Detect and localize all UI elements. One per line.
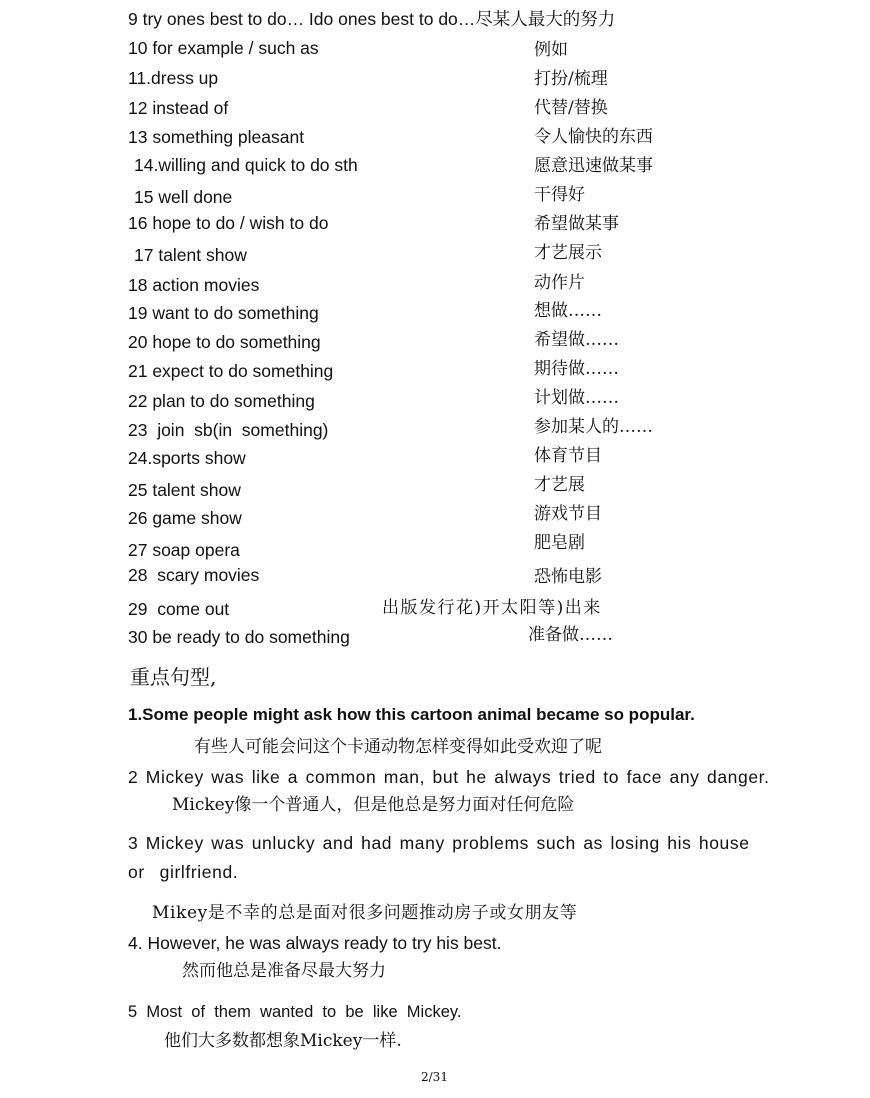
phrase-20-en: 20 hope to do something bbox=[128, 332, 321, 352]
sentence-5-en: 5 Most of them wanted to be like Mickey. bbox=[128, 1003, 462, 1021]
phrase-17-en: 17 talent show bbox=[134, 245, 247, 265]
phrase-29-cn: 出版发行花)开太阳等)出来 bbox=[382, 598, 602, 618]
phrase-20-cn: 希望做…… bbox=[534, 330, 619, 350]
phrase-9-en: 9 try ones best to do… Ido ones best to do…尽某人最大的努力 bbox=[128, 9, 616, 29]
sentence-2-cn: Mickey像一个普通人，但是他总是努力面对任何危险 bbox=[172, 795, 575, 815]
sentence-3-cn: Mikey是不幸的总是面对很多问题推动房子或女朋友等 bbox=[152, 903, 578, 923]
sentence-5-cn: 他们大多数都想象Mickey一样. bbox=[164, 1031, 402, 1051]
phrase-22-cn: 计划做…… bbox=[534, 388, 619, 408]
sentence-3-en-line2: or girlfriend. bbox=[128, 862, 239, 882]
sentence-1-cn: 有些人可能会问这个卡通动物怎样变得如此受欢迎了呢 bbox=[194, 737, 602, 757]
phrase-26-cn: 游戏节目 bbox=[534, 504, 602, 524]
phrase-10-en: 10 for example / such as bbox=[128, 38, 319, 58]
phrase-25-en: 25 talent show bbox=[128, 480, 241, 500]
phrase-18-en: 18 action movies bbox=[128, 275, 260, 295]
phrase-14-en: 14.willing and quick to do sth bbox=[134, 155, 358, 175]
phrase-29-en: 29 come out bbox=[128, 599, 230, 619]
sentence-4-cn: 然而他总是准备尽最大努力 bbox=[182, 961, 386, 981]
sentence-1-en: 1.Some people might ask how this cartoon animal became so popular. bbox=[128, 705, 695, 724]
phrase-27-cn: 肥皂剧 bbox=[534, 533, 585, 553]
phrase-28-cn: 恐怖电影 bbox=[534, 567, 602, 587]
page-number: 2/31 bbox=[421, 1070, 448, 1084]
phrase-30-cn: 准备做…… bbox=[528, 625, 613, 645]
phrase-23-en: 23 join sb(in something) bbox=[128, 420, 329, 440]
phrase-28-en: 28 scary movies bbox=[128, 565, 260, 585]
phrase-24-en: 24.sports show bbox=[128, 448, 246, 468]
phrase-14-cn: 愿意迅速做某事 bbox=[534, 156, 653, 176]
phrase-16-en: 16 hope to do / wish to do bbox=[128, 213, 329, 233]
phrase-19-en: 19 want to do something bbox=[128, 303, 319, 323]
phrase-15-cn: 干得好 bbox=[534, 185, 585, 205]
phrase-16-cn: 希望做某事 bbox=[534, 214, 619, 234]
phrase-12-en: 12 instead of bbox=[128, 98, 229, 118]
phrase-11-en: 11.dress up bbox=[128, 68, 219, 88]
phrase-27-en: 27 soap opera bbox=[128, 540, 240, 560]
phrase-23-cn: 参加某人的…… bbox=[534, 417, 653, 437]
phrase-10-cn: 例如 bbox=[534, 40, 568, 60]
phrase-17-cn: 才艺展示 bbox=[534, 243, 602, 263]
phrase-12-cn: 代替/替换 bbox=[534, 98, 608, 118]
sentence-4-en: 4. However, he was always ready to try his best. bbox=[128, 933, 502, 953]
phrase-11-cn: 打扮/梳理 bbox=[534, 69, 608, 89]
phrase-26-en: 26 game show bbox=[128, 508, 242, 528]
phrase-15-en: 15 well done bbox=[134, 187, 233, 207]
sentence-3-en: 3 Mickey was unlucky and had many problems such as losing his house bbox=[128, 833, 750, 853]
phrase-21-en: 21 expect to do something bbox=[128, 361, 334, 381]
phrase-13-en: 13 something pleasant bbox=[128, 127, 305, 147]
phrase-21-cn: 期待做…… bbox=[534, 359, 619, 379]
phrase-30-en: 30 be ready to do something bbox=[128, 627, 350, 647]
phrase-22-en: 22 plan to do something bbox=[128, 391, 315, 411]
phrase-19-cn: 想做…… bbox=[534, 301, 602, 321]
phrase-25-cn: 才艺展 bbox=[534, 475, 585, 495]
section-heading: 重点句型, bbox=[130, 665, 217, 689]
sentence-2-en: 2 Mickey was like a common man, but he always tried to face any danger. bbox=[128, 767, 770, 787]
phrase-18-cn: 动作片 bbox=[534, 273, 585, 293]
phrase-13-cn: 令人愉快的东西 bbox=[534, 127, 653, 147]
phrase-24-cn: 体育节目 bbox=[534, 446, 602, 466]
